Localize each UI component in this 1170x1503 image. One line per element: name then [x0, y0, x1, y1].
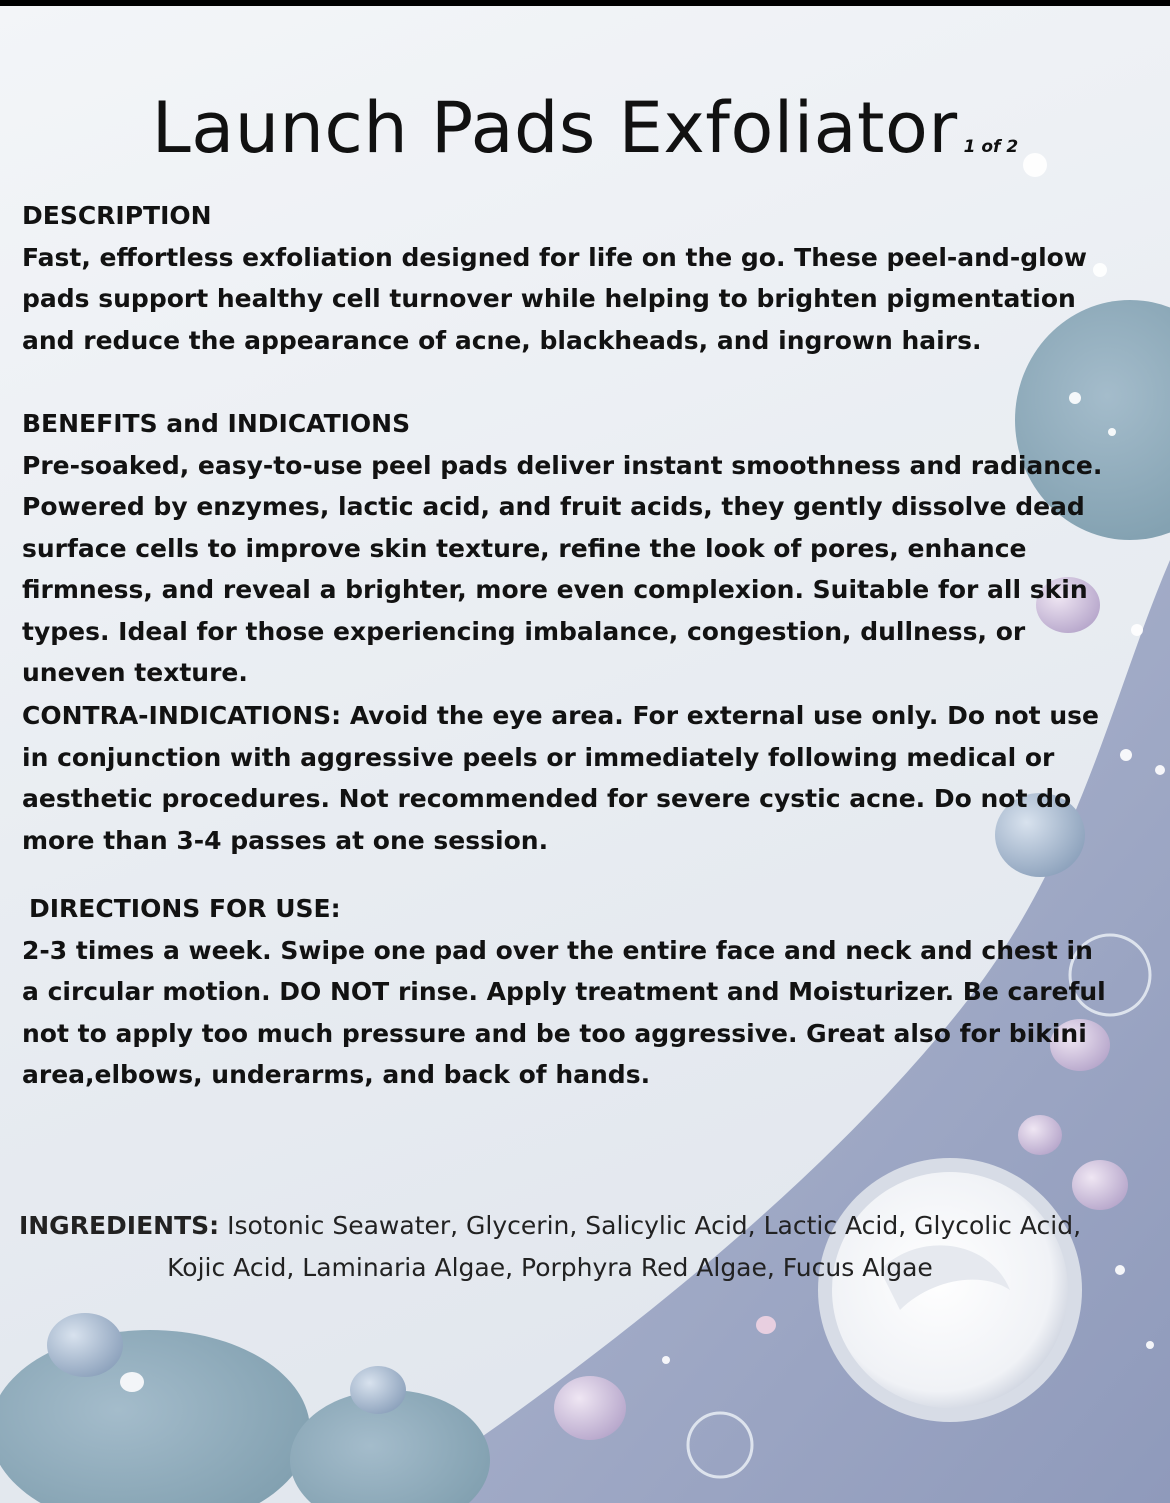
page-title	[0, 87, 1170, 169]
benefits-heading: BENEFITS and INDICATIONS	[22, 409, 411, 438]
directions-section	[22, 888, 1112, 1096]
ingredients-section	[0, 1205, 1100, 1289]
description-heading: DESCRIPTION	[22, 201, 212, 230]
benefits-body: Pre-soaked, easy-to-use peel pads deliver instant smoothness and radiance. Powered by enzymes, lactic acid, and fruit acids, they gently dissolve dead surface cells to improve skin texture, refine the look of pores, enhance firmness, and reveal a brighter, more even complexion. Suitable for all skin types. Ideal for those experiencing imbalance, congestion, dullness, or uneven texture.	[22, 450, 1103, 687]
contra-indications-section	[22, 695, 1112, 861]
contra-indications-text: CONTRA-INDICATIONS: Avoid the eye area. For external use only. Do not use in conjunction with aggressive peels or immediately following medical or aesthetic procedures. Not recommended for severe cystic acne. Do not do more than 3-4 passes at one session.	[22, 701, 1099, 855]
description-section	[22, 195, 1127, 361]
title-text: Launch Pads Exfoliator	[151, 86, 958, 169]
ingredients-label: INGREDIENTS:	[18, 1211, 220, 1240]
description-body: Fast, effortless exfoliation designed for life on the go. These peel-and-glow pads support healthy cell turnover while helping to brighten pigmentation and reduce the appearance of acne, blackheads, and ingrown hairs.	[22, 242, 1087, 355]
benefits-section	[22, 403, 1122, 694]
directions-heading: DIRECTIONS FOR USE:	[29, 894, 341, 923]
page-indicator: 1 of 2	[963, 136, 1019, 157]
ingredients-list: Isotonic Seawater, Glycerin, Salicylic Acid, Lactic Acid, Glycolic Acid, Kojic Acid, Laminaria Algae, Porphyra Red Algae, Fucus Algae	[167, 1211, 1082, 1282]
directions-body: 2-3 times a week. Swipe one pad over the entire face and neck and chest in a circular motion. DO NOT rinse. Apply treatment and Moisturizer. Be careful not to apply too much pressure and be too aggressive. Great also for bikini area,elbows, underarms, and back of hands.	[22, 935, 1106, 1089]
